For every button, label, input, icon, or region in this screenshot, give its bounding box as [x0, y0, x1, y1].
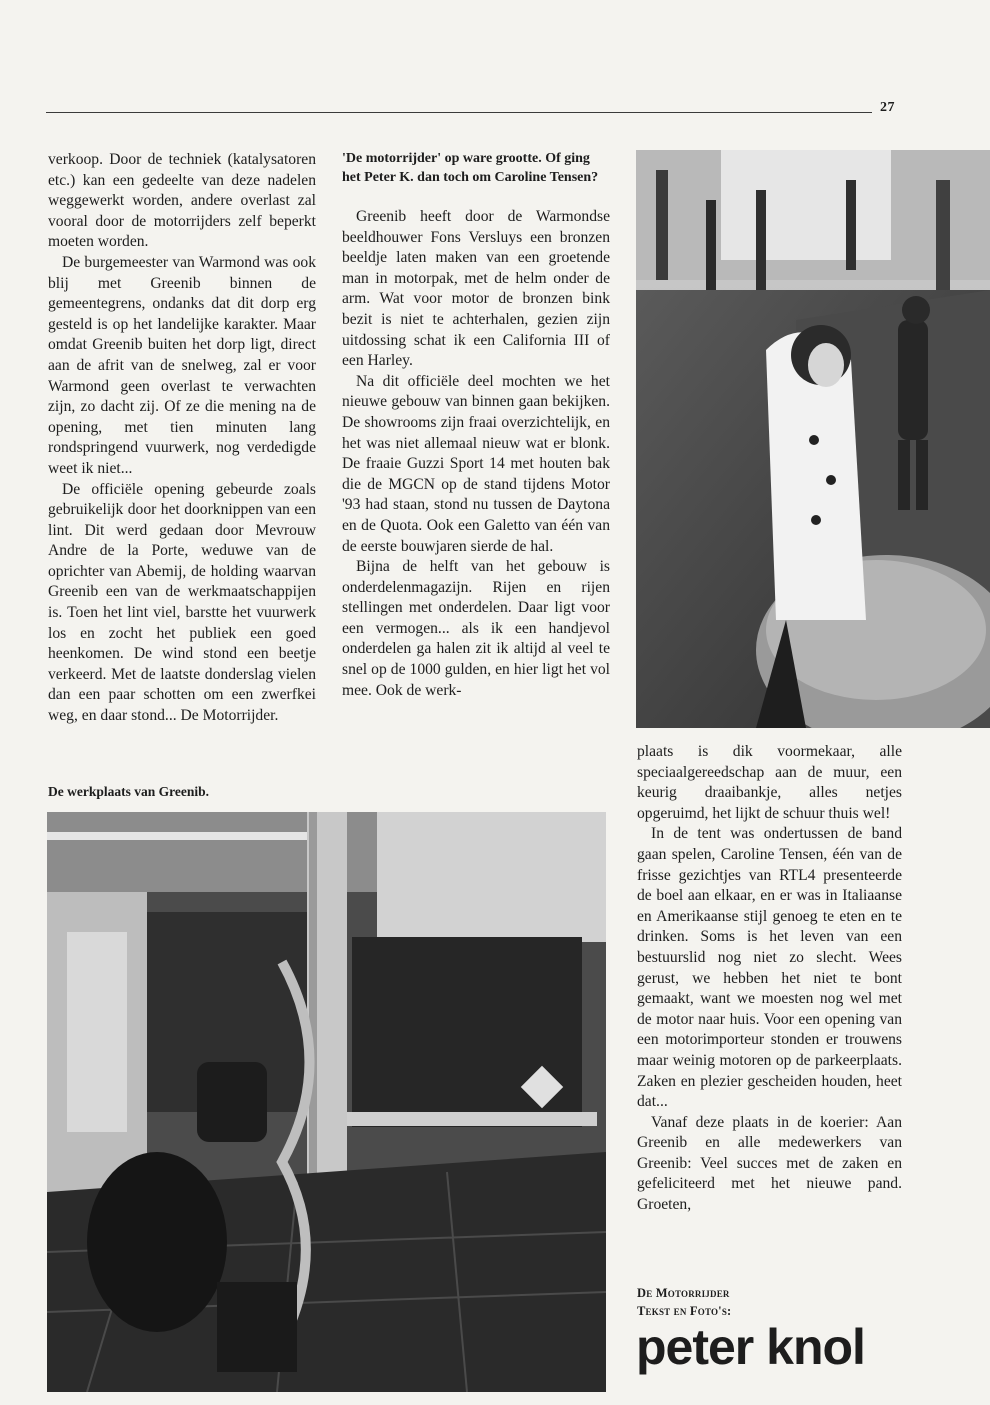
- article-column-3: [637, 742, 902, 1216]
- article-column-2: [342, 150, 610, 701]
- credit-line-1: De Motorrijder: [637, 1286, 730, 1300]
- photographer-logo: peter knol: [636, 1319, 865, 1375]
- workshop-photo: [47, 812, 606, 1392]
- credit-line-2: Tekst en Foto's:: [637, 1304, 732, 1318]
- photo-caption-heading: 'De motorrijder' op ware grootte. Of ging het Peter K. dan toch om Caroline Tensen?: [342, 151, 599, 185]
- paragraph: In de tent was ondertussen de band gaan spelen, Caroline Tensen, één van de frisse gezichtjes van RTL4 presenteerde de boel aan elkaar, en er was in Italiaanse en Amerikaanse stijl genoeg te eten en te drinken. Soms is het leven van een bestuurslid nog niet zo slecht. Wees gerust, we hebben het niet te bont gemaakt, want we moesten nog wel met de motor naar huis. Voor een opening van een motorimporteur stonden er trouwens maar weinig motoren op de parkeerplaats. Zaken en plezier gescheiden houden, heet dat...: [637, 825, 902, 1111]
- statue-photo: [636, 150, 990, 728]
- workshop-photo-caption: De werkplaats van Greenib.: [48, 784, 209, 799]
- article-column-1: [48, 150, 316, 727]
- paragraph: De officiële opening gebeurde zoals gebruikelijk door het doorknippen van een lint. Dit werd gedaan door Mevrouw Andre de la Porte, weduwe van de oprichter van Abemij, de holding waarvan Greenib een van de werkmaatschappijen is. Toen het lint viel, barstte het vuurwerk los en zocht het publiek een goed heenkomen. De wind stond een beetje verkeerd. Met de laatste donderslag vielen dan een paar schotten om een zwerfkei weg, en daar stond... De Motorrijder.: [48, 480, 316, 725]
- page-number: 27: [880, 100, 895, 115]
- paragraph: De burgemeester van Warmond was ook blij met Greenib binnen de gemeentegrens, ondanks dat dit dorp erg gesteld is op het landelijke karakter. Maar omdat Greenib buiten het dorp ligt, direct aan de afrit van de snelweg, zal er voor Warmond geen overlast te verwachten zijn, zo dacht zij. Of ze die mening na de opening, met tien minuten lang rondspringend vuurwerk, nog verdedigde weet ik niet...: [48, 253, 316, 477]
- paragraph: verkoop. Door de techniek (katalysatoren etc.) kan een gedeelte van deze nadelen weggewerkt worden, andere overlast zal vooral door de motorrijders zelf beperkt moeten worden.: [48, 151, 316, 251]
- author-credit: [637, 1284, 731, 1320]
- paragraph: plaats is dik voormekaar, alle speciaalgereedschap aan de muur, een keurig draaibankje, alles netjes opgeruimd, het lijkt de schuur thuis wel!: [637, 743, 902, 822]
- header-rule: [46, 112, 872, 113]
- paragraph: Bijna de helft van het gebouw is onderdelenmagazijn. Rijen en rijen stellingen met onderdelen. Daar ligt voor een vermogen... als ik een handjevol onderdelen ga halen zit ik altijd al veel te snel op de 1000 gulden, en hier ligt het vol mee. Ook de werk-: [342, 558, 610, 699]
- paragraph: Na dit officiële deel mochten we het nieuwe gebouw van binnen gaan bekijken. De showrooms zijn fraai overzichtelijk, en het was niet allemaal nieuw wat er blonk. De fraaie Guzzi Sport 14 met houten bak die de MGCN op de stand tijdens Motor '93 had staan, stond nu tussen de Daytona en de Quota. Ook een Galetto van één van de eerste bouwjaren sierde de hal.: [342, 372, 610, 555]
- paragraph: Vanaf deze plaats in de koerier: Aan Greenib en alle medewerkers van Greenib: Veel succes met de zaken en gefeliciteerd met het nieuwe pand. Groeten,: [637, 1113, 902, 1214]
- paragraph: Greenib heeft door de Warmondse beeldhouwer Fons Versluys een bronzen beeldje laten maken van een groetende man in motorpak, met de helm onder de arm. Wat voor motor de bronzen bink bezit is niet te achterhalen, gezien zijn uitdossing schat ik een California III of een Harley.: [342, 208, 610, 370]
